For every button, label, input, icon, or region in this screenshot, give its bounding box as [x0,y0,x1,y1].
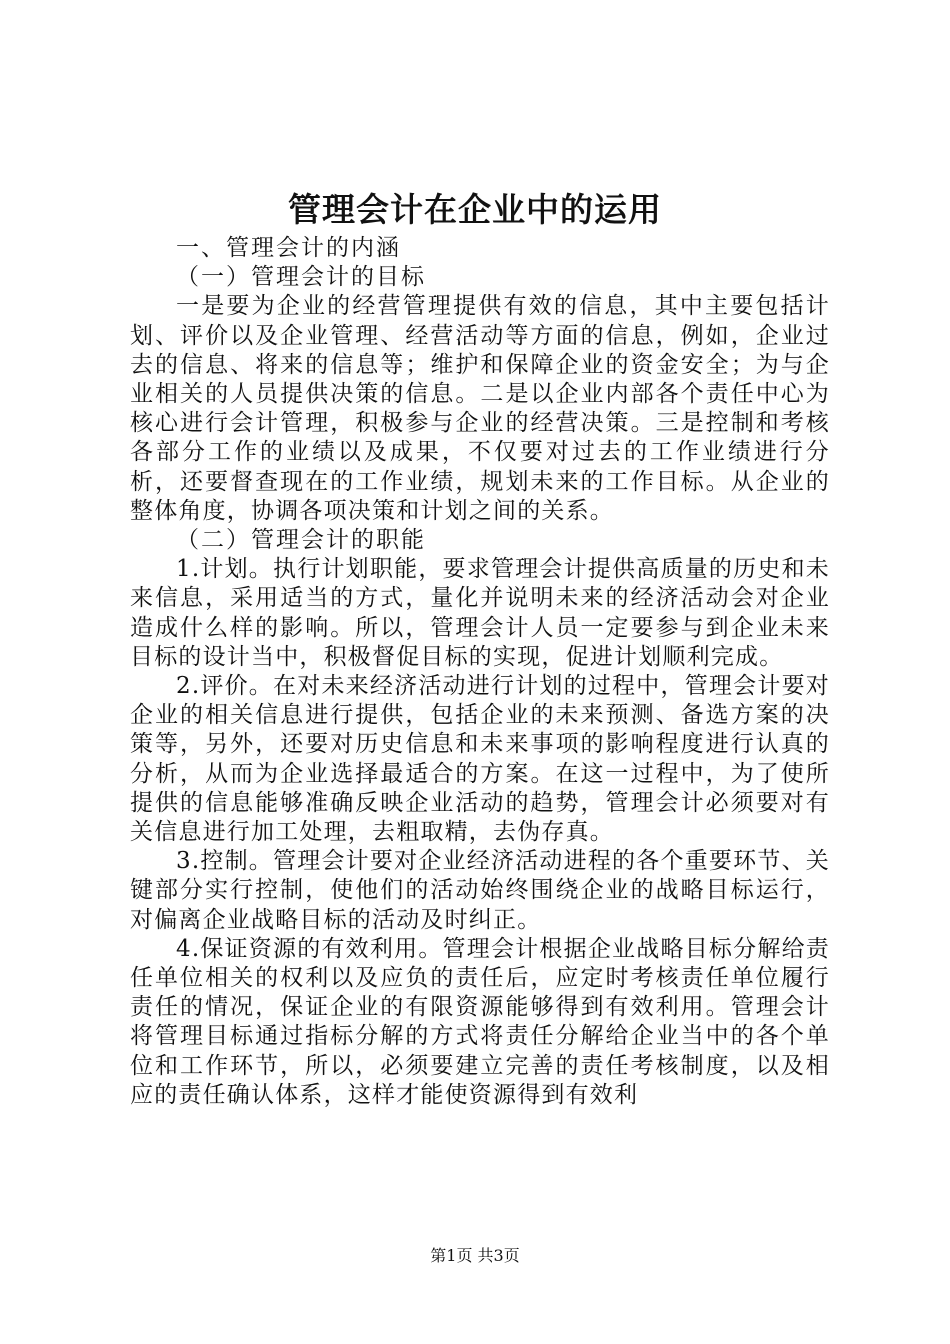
document-body [130,234,830,1110]
page-footer: 第1页 共3页 [430,1246,520,1265]
section-heading: 一、管理会计的内涵 [176,235,401,261]
paragraph: 3.控制。管理会计要对企业经济活动进程的各个重要环节、关键部分实行控制，使他们的活动始终围绕企业的战略目标运行，对偏离企业战略目标的活动及时纠正。 [130,848,830,933]
subsection-heading: （一）管理会计的目标 [176,264,426,291]
paragraph: 一是要为企业的经营管理提供有效的信息，其中主要包括计划、评价以及企业管理、经营活动等方面的信息，例如，企业过去的信息、将来的信息等；维护和保障企业的资金安全；为与企业相关的人员提供决策的信息。二是以企业内部各个责任中心为核心进行会计管理，积极参与企业的经营决策。三是控制和考核各部分工作的业绩以及成果，不仅要对过去的工作业绩进行分析，还要督查现在的工作业绩，规划未来的工作目标。从企业的整体角度，协调各项决策和计划之间的关系。 [130,293,830,524]
subsection-heading: （二）管理会计的职能 [176,527,426,554]
paragraph: 4.保证资源的有效利用。管理会计根据企业战略目标分解给责任单位相关的权利以及应负的责任后，应定时考核责任单位履行责任的情况，保证企业的有限资源能够得到有效利用。管理会计将管理目标通过指标分解的方式将责任分解给企业当中的各个单位和工作环节，所以，必须要建立完善的责任考核制度，以及相应的责任确认体系，这样才能使资源得到有效利 [130,935,830,1108]
paragraph: 1.计划。执行计划职能，要求管理会计提供高质量的历史和未来信息，采用适当的方式，量化并说明未来的经济活动会对企业造成什么样的影响。所以，管理会计人员一定要参与到企业未来目标的设计当中，积极督促目标的实现，促进计划顺利完成。 [130,556,830,670]
document-title: 管理会计在企业中的运用 [288,190,662,229]
paragraph: 2.评价。在对未来经济活动进行计划的过程中，管理会计要对企业的相关信息进行提供，包括企业的未来预测、备选方案的决策等，另外，还要对历史信息和未来事项的影响程度进行认真的分析，从而为企业选择最适合的方案。在这一过程中，为了使所提供的信息能够准确反映企业活动的趋势，管理会计必须要对有关信息进行加工处理，去粗取精，去伪存真。 [130,673,830,846]
